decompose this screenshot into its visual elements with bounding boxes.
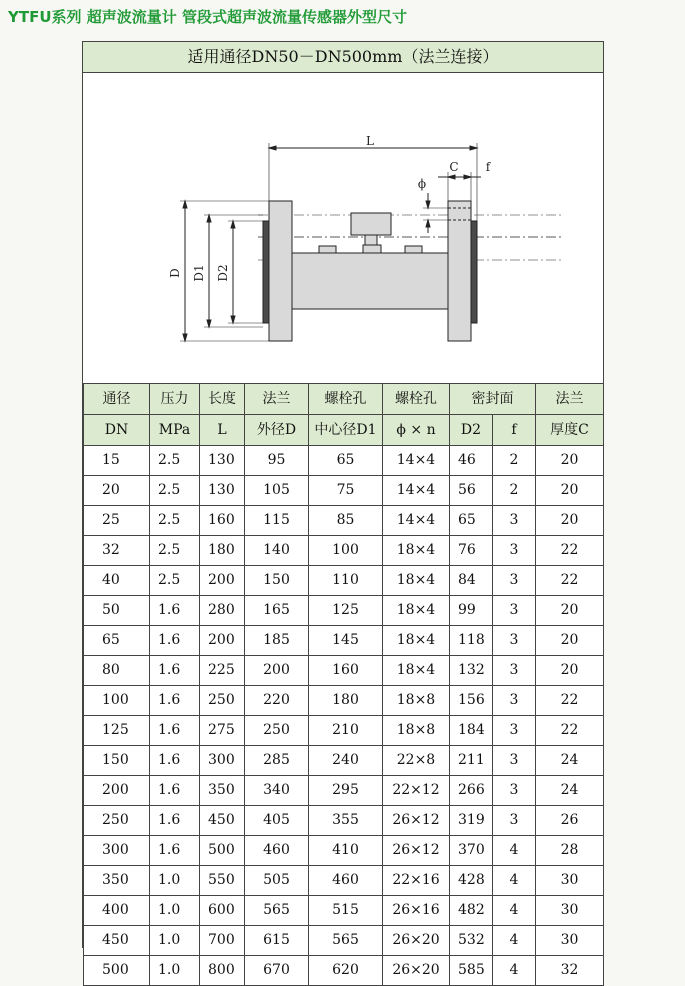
cell-bolt-circle: 125 [309, 596, 383, 626]
cell-bolt-holes: 14×4 [383, 506, 450, 536]
cell-seal-d2: 266 [450, 776, 493, 806]
cell-seal-d2: 532 [450, 926, 493, 956]
cell-dn: 25 [84, 506, 150, 536]
cell-pressure: 2.5 [150, 446, 200, 476]
cell-seal-f: 3 [493, 566, 536, 596]
cell-bolt-circle: 180 [309, 686, 383, 716]
sensor-outline-drawing [83, 73, 603, 383]
label-L: L [366, 134, 374, 148]
cell-flange-od: 185 [245, 626, 309, 656]
cell-bolt-holes: 18×8 [383, 686, 450, 716]
cell-dn: 500 [84, 956, 150, 986]
cell-length: 160 [200, 506, 245, 536]
cell-bolt-holes: 18×4 [383, 536, 450, 566]
cell-bolt-circle: 85 [309, 506, 383, 536]
cell-seal-d2: 132 [450, 656, 493, 686]
cell-dn: 15 [84, 446, 150, 476]
cell-seal-f: 2 [493, 446, 536, 476]
cell-thickness: 22 [536, 686, 604, 716]
cell-seal-f: 4 [493, 896, 536, 926]
table-row [84, 716, 604, 746]
cell-flange-od: 405 [245, 806, 309, 836]
page-title: YTFU系列 超声波流量计 管段式超声波流量传感器外型尺寸 [8, 8, 407, 26]
cell-bolt-circle: 210 [309, 716, 383, 746]
table-row [84, 866, 604, 896]
cell-seal-f: 2 [493, 476, 536, 506]
cell-dn: 250 [84, 806, 150, 836]
cell-seal-f: 4 [493, 836, 536, 866]
cell-dn: 65 [84, 626, 150, 656]
cell-bolt-holes: 18×4 [383, 596, 450, 626]
cell-dn: 40 [84, 566, 150, 596]
header-row-1 [84, 384, 604, 415]
cell-seal-f: 4 [493, 926, 536, 956]
label-D2: D2 [216, 264, 230, 282]
cell-bolt-circle: 160 [309, 656, 383, 686]
cell-flange-od: 670 [245, 956, 309, 986]
label-D1: D1 [192, 264, 206, 282]
header-dn: 通径 [84, 384, 150, 415]
cell-seal-f: 4 [493, 956, 536, 986]
cell-seal-d2: 76 [450, 536, 493, 566]
cell-pressure: 1.6 [150, 746, 200, 776]
header-bolt-holes: 螺栓孔 [383, 384, 450, 415]
cell-bolt-holes: 18×4 [383, 626, 450, 656]
cell-pressure: 1.6 [150, 836, 200, 866]
cell-length: 130 [200, 446, 245, 476]
cell-length: 300 [200, 746, 245, 776]
cell-bolt-holes: 22×12 [383, 776, 450, 806]
cell-pressure: 1.6 [150, 716, 200, 746]
cell-bolt-holes: 14×4 [383, 446, 450, 476]
table-row [84, 746, 604, 776]
cell-dn: 450 [84, 926, 150, 956]
cell-pressure: 1.6 [150, 776, 200, 806]
cell-dn: 150 [84, 746, 150, 776]
cell-bolt-circle: 460 [309, 866, 383, 896]
cell-flange-od: 220 [245, 686, 309, 716]
cell-seal-d2: 184 [450, 716, 493, 746]
table-row [84, 896, 604, 926]
cell-seal-d2: 46 [450, 446, 493, 476]
cell-flange-od: 200 [245, 656, 309, 686]
header-flange-od: 法兰 [245, 384, 309, 415]
cell-flange-od: 150 [245, 566, 309, 596]
cell-thickness: 20 [536, 626, 604, 656]
label-C: C [449, 160, 459, 174]
cell-bolt-circle: 240 [309, 746, 383, 776]
cell-thickness: 20 [536, 596, 604, 626]
table-row [84, 656, 604, 686]
cell-bolt-circle: 515 [309, 896, 383, 926]
header-pressure-unit: MPa [150, 415, 200, 446]
cell-seal-d2: 482 [450, 896, 493, 926]
cell-flange-od: 285 [245, 746, 309, 776]
cell-bolt-holes: 26×20 [383, 956, 450, 986]
table-row [84, 776, 604, 806]
cell-thickness: 28 [536, 836, 604, 866]
cell-thickness: 30 [536, 896, 604, 926]
cell-pressure: 1.6 [150, 686, 200, 716]
header-bolt-circle: 螺栓孔 [309, 384, 383, 415]
cell-length: 800 [200, 956, 245, 986]
cell-bolt-circle: 65 [309, 446, 383, 476]
header-seal: 密封面 [450, 384, 536, 415]
cell-pressure: 1.0 [150, 926, 200, 956]
cell-seal-d2: 65 [450, 506, 493, 536]
cell-seal-f: 3 [493, 776, 536, 806]
cell-bolt-circle: 110 [309, 566, 383, 596]
cell-bolt-holes: 26×12 [383, 836, 450, 866]
cell-flange-od: 505 [245, 866, 309, 896]
table-body [84, 446, 604, 986]
cell-bolt-holes: 26×16 [383, 896, 450, 926]
cell-length: 130 [200, 476, 245, 506]
cell-pressure: 2.5 [150, 566, 200, 596]
cell-thickness: 26 [536, 806, 604, 836]
cell-length: 600 [200, 896, 245, 926]
cell-bolt-holes: 26×20 [383, 926, 450, 956]
cell-flange-od: 615 [245, 926, 309, 956]
header-row-2 [84, 415, 604, 446]
cell-length: 700 [200, 926, 245, 956]
dimension-table [83, 383, 604, 986]
table-title: 适用通径DN50－DN500mm（法兰连接） [83, 42, 603, 73]
cell-pressure: 1.6 [150, 596, 200, 626]
cell-bolt-holes: 22×8 [383, 746, 450, 776]
cell-flange-od: 340 [245, 776, 309, 806]
table-row [84, 836, 604, 866]
cell-bolt-circle: 355 [309, 806, 383, 836]
cell-dn: 300 [84, 836, 150, 866]
cell-pressure: 2.5 [150, 506, 200, 536]
header-flange-od-unit: 外径D [245, 415, 309, 446]
cell-bolt-circle: 410 [309, 836, 383, 866]
cell-dn: 100 [84, 686, 150, 716]
cell-bolt-circle: 565 [309, 926, 383, 956]
cell-seal-d2: 211 [450, 746, 493, 776]
cell-seal-d2: 118 [450, 626, 493, 656]
cell-dn: 50 [84, 596, 150, 626]
cell-thickness: 30 [536, 866, 604, 896]
cell-seal-d2: 56 [450, 476, 493, 506]
cell-pressure: 1.6 [150, 656, 200, 686]
table-row [84, 626, 604, 656]
table-row [84, 926, 604, 956]
cell-flange-od: 95 [245, 446, 309, 476]
cell-thickness: 24 [536, 746, 604, 776]
cell-seal-f: 3 [493, 716, 536, 746]
header-dn-unit: DN [84, 415, 150, 446]
cell-length: 280 [200, 596, 245, 626]
cell-flange-od: 460 [245, 836, 309, 866]
table-row [84, 536, 604, 566]
table-row [84, 596, 604, 626]
table-row [84, 956, 604, 986]
cell-thickness: 22 [536, 536, 604, 566]
cell-bolt-holes: 14×4 [383, 476, 450, 506]
cell-seal-f: 3 [493, 806, 536, 836]
cell-pressure: 1.6 [150, 626, 200, 656]
header-thickness-unit: 厚度C [536, 415, 604, 446]
table-row [84, 806, 604, 836]
cell-dn: 20 [84, 476, 150, 506]
table-row [84, 446, 604, 476]
cell-dn: 32 [84, 536, 150, 566]
cell-thickness: 20 [536, 446, 604, 476]
table-row [84, 686, 604, 716]
cell-dn: 400 [84, 896, 150, 926]
cell-pressure: 1.0 [150, 866, 200, 896]
cell-seal-f: 3 [493, 656, 536, 686]
cell-thickness: 20 [536, 656, 604, 686]
header-bolt-holes-unit: ϕ × n [383, 415, 450, 446]
cell-bolt-circle: 100 [309, 536, 383, 566]
cell-flange-od: 115 [245, 506, 309, 536]
cell-bolt-holes: 26×12 [383, 806, 450, 836]
cell-thickness: 24 [536, 776, 604, 806]
header-bolt-circle-unit: 中心径D1 [309, 415, 383, 446]
table-row [84, 566, 604, 596]
cell-length: 275 [200, 716, 245, 746]
cell-flange-od: 565 [245, 896, 309, 926]
cell-length: 250 [200, 686, 245, 716]
dimension-sheet [82, 41, 604, 978]
cell-length: 225 [200, 656, 245, 686]
cell-flange-od: 105 [245, 476, 309, 506]
header-length-unit: L [200, 415, 245, 446]
cell-length: 550 [200, 866, 245, 896]
cell-seal-f: 3 [493, 536, 536, 566]
cell-seal-d2: 319 [450, 806, 493, 836]
cell-bolt-holes: 18×4 [383, 566, 450, 596]
cell-seal-f: 3 [493, 686, 536, 716]
cell-dn: 350 [84, 866, 150, 896]
header-length: 长度 [200, 384, 245, 415]
cell-flange-od: 165 [245, 596, 309, 626]
cell-length: 350 [200, 776, 245, 806]
header-thickness: 法兰 [536, 384, 604, 415]
cell-bolt-circle: 620 [309, 956, 383, 986]
cell-pressure: 2.5 [150, 476, 200, 506]
cell-seal-f: 3 [493, 626, 536, 656]
cell-thickness: 20 [536, 506, 604, 536]
cell-seal-d2: 156 [450, 686, 493, 716]
cell-seal-f: 3 [493, 596, 536, 626]
cell-length: 500 [200, 836, 245, 866]
cell-seal-f: 4 [493, 866, 536, 896]
cell-seal-f: 3 [493, 746, 536, 776]
table-row [84, 506, 604, 536]
cell-seal-d2: 370 [450, 836, 493, 866]
cell-seal-d2: 428 [450, 866, 493, 896]
cell-thickness: 22 [536, 716, 604, 746]
label-phi: ϕ [417, 177, 427, 191]
label-f: f [485, 160, 491, 174]
header-seal-f: f [493, 415, 536, 446]
cell-bolt-holes: 22×16 [383, 866, 450, 896]
cell-pressure: 1.0 [150, 956, 200, 986]
cell-thickness: 20 [536, 476, 604, 506]
cell-flange-od: 250 [245, 716, 309, 746]
cell-bolt-circle: 145 [309, 626, 383, 656]
cell-dn: 125 [84, 716, 150, 746]
cell-flange-od: 140 [245, 536, 309, 566]
cell-bolt-circle: 295 [309, 776, 383, 806]
cell-thickness: 22 [536, 566, 604, 596]
cell-dn: 200 [84, 776, 150, 806]
cell-seal-d2: 84 [450, 566, 493, 596]
cell-thickness: 30 [536, 926, 604, 956]
cell-length: 450 [200, 806, 245, 836]
label-D: D [168, 268, 182, 278]
table-row [84, 476, 604, 506]
cell-seal-f: 3 [493, 506, 536, 536]
cell-seal-d2: 585 [450, 956, 493, 986]
cell-pressure: 2.5 [150, 536, 200, 566]
header-seal-d2: D2 [450, 415, 493, 446]
cell-length: 180 [200, 536, 245, 566]
cell-bolt-holes: 18×8 [383, 716, 450, 746]
cell-length: 200 [200, 566, 245, 596]
cell-seal-d2: 99 [450, 596, 493, 626]
cell-dn: 80 [84, 656, 150, 686]
cell-bolt-holes: 18×4 [383, 656, 450, 686]
header-pressure: 压力 [150, 384, 200, 415]
cell-pressure: 1.0 [150, 896, 200, 926]
cell-pressure: 1.6 [150, 806, 200, 836]
cell-thickness: 32 [536, 956, 604, 986]
cell-bolt-circle: 75 [309, 476, 383, 506]
cell-length: 200 [200, 626, 245, 656]
